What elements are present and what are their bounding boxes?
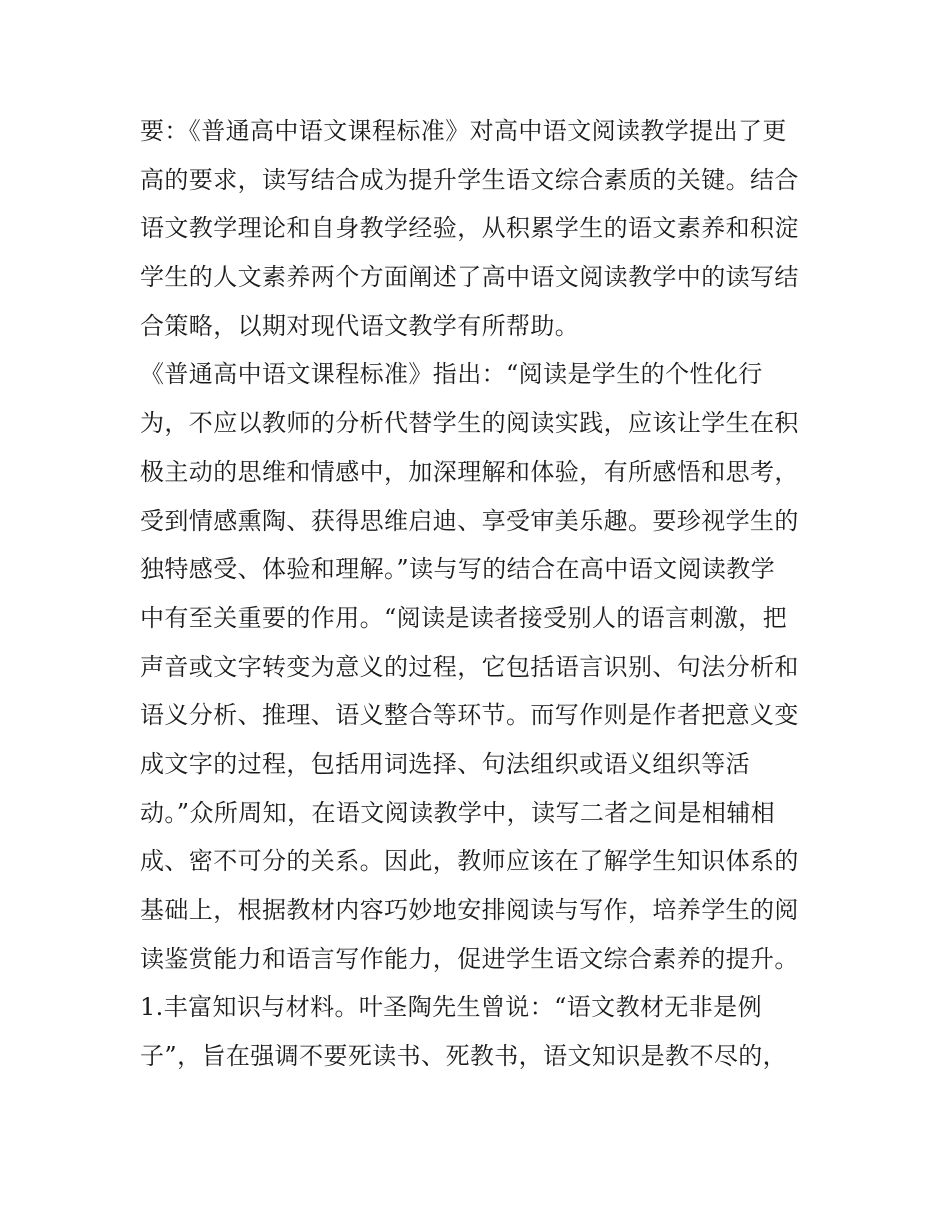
text-line: 《普通高中语文课程标准》指出：“阅读是学生的个性化行 [140,360,763,389]
text-line: 声音或文字转变为意义的过程，它包括语言识别、句法分析和 [140,652,799,681]
text-line: 中有至关重要的作用。“阅读是读者接受别人的语言刺激，把 [140,603,788,632]
text-line: 要：《普通高中语文课程标准》对高中语文阅读教学提出了更 [140,117,787,145]
text-line: 1.丰富知识与材料。叶圣陶先生曾说：“语文教材无非是例 [140,993,762,1022]
text-line: 基础上，根据教材内容巧妙地安排阅读与写作，培养学生的阅 [140,896,799,924]
text-line: 读鉴赏能力和语言写作能力，促进学生语文综合素养的提升。 [140,944,799,973]
text-line: 极主动的思维和情感中，加深理解和体验，有所感悟和思考， [140,457,799,486]
text-line: 语文教学理论和自身教学经验，从积累学生的语文素养和积淀 [140,214,799,243]
text-line: 高的要求，读写结合成为提升学生语文综合素质的关键。结合 [140,165,799,194]
text-line: 合策略，以期对现代语文教学有所帮助。 [140,311,580,340]
body-text [140,107,820,1081]
text-line: 子”，旨在强调不要死读书、死教书，语文知识是教不尽的， [140,1042,788,1071]
text-line: 语义分析、推理、语义整合等环节。而写作则是作者把意义变 [140,701,799,730]
text-line: 受到情感熏陶、获得思维启迪、享受审美乐趣。要珍视学生的 [140,506,799,535]
text-line: 成文字的过程，包括用词选择、句法组织或语义组织等活 [140,749,750,778]
text-line: 学生的人文素养两个方面阐述了高中语文阅读教学中的读写结 [140,263,799,292]
text-line: 成、密不可分的关系。因此，教师应该在了解学生知识体系的 [140,847,799,876]
text-line: 为，不应以教师的分析代替学生的阅读实践，应该让学生在积 [140,409,799,438]
text-line: 动。”众所周知，在语文阅读教学中，读写二者之间是相辅相 [140,798,776,827]
text-line: 独特感受、体验和理解。”读与写的结合在高中语文阅读教学 [140,555,776,584]
